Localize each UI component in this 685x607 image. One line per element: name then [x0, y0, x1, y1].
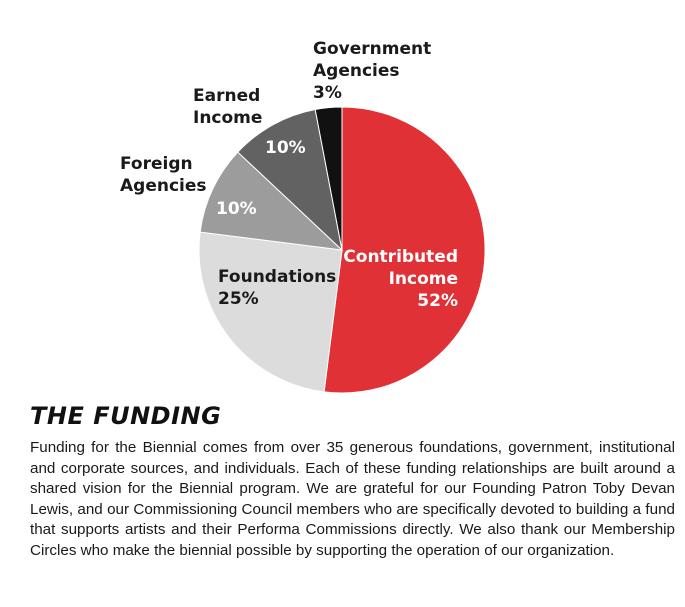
- slice-label-foreign-agencies: Foreign: [120, 154, 193, 174]
- slice-label-earned-income: Earned: [193, 86, 261, 106]
- slice-value-government-agencies: 3%: [313, 83, 342, 103]
- slice-label-foreign-agencies: Agencies: [120, 176, 207, 196]
- pie-slice-foundations: [199, 232, 342, 392]
- slice-value-earned-income: 10%: [265, 138, 306, 158]
- slice-label-contributed-income: Income: [388, 269, 458, 289]
- slice-value-foreign-agencies: 10%: [216, 199, 257, 219]
- slice-label-government-agencies: Government: [313, 39, 432, 59]
- slice-label-foundations: Foundations: [218, 267, 337, 287]
- slice-label-earned-income: Income: [193, 108, 263, 128]
- slice-value-contributed-income: 52%: [417, 291, 458, 311]
- funding-description: Funding for the Biennial comes from over 35 generous foundations, government, institutional and corporate sources, and individuals. Each of these funding relationships are built around a shared vision for the Biennial program. We are grateful for our Founding Patron Toby Devan Lewis, and our Commissioning Council members who are specifically devoted to building a fund that supports artists and their Performa Commissions directly. We also thank our Membership Circles who make the biennial possible by supporting the operation of our organization.: [30, 439, 675, 559]
- slice-label-government-agencies: Agencies: [313, 61, 400, 81]
- slice-label-contributed-income: Contributed: [343, 247, 458, 267]
- section-title: THE FUNDING: [30, 402, 222, 430]
- slice-value-foundations: 25%: [218, 289, 259, 309]
